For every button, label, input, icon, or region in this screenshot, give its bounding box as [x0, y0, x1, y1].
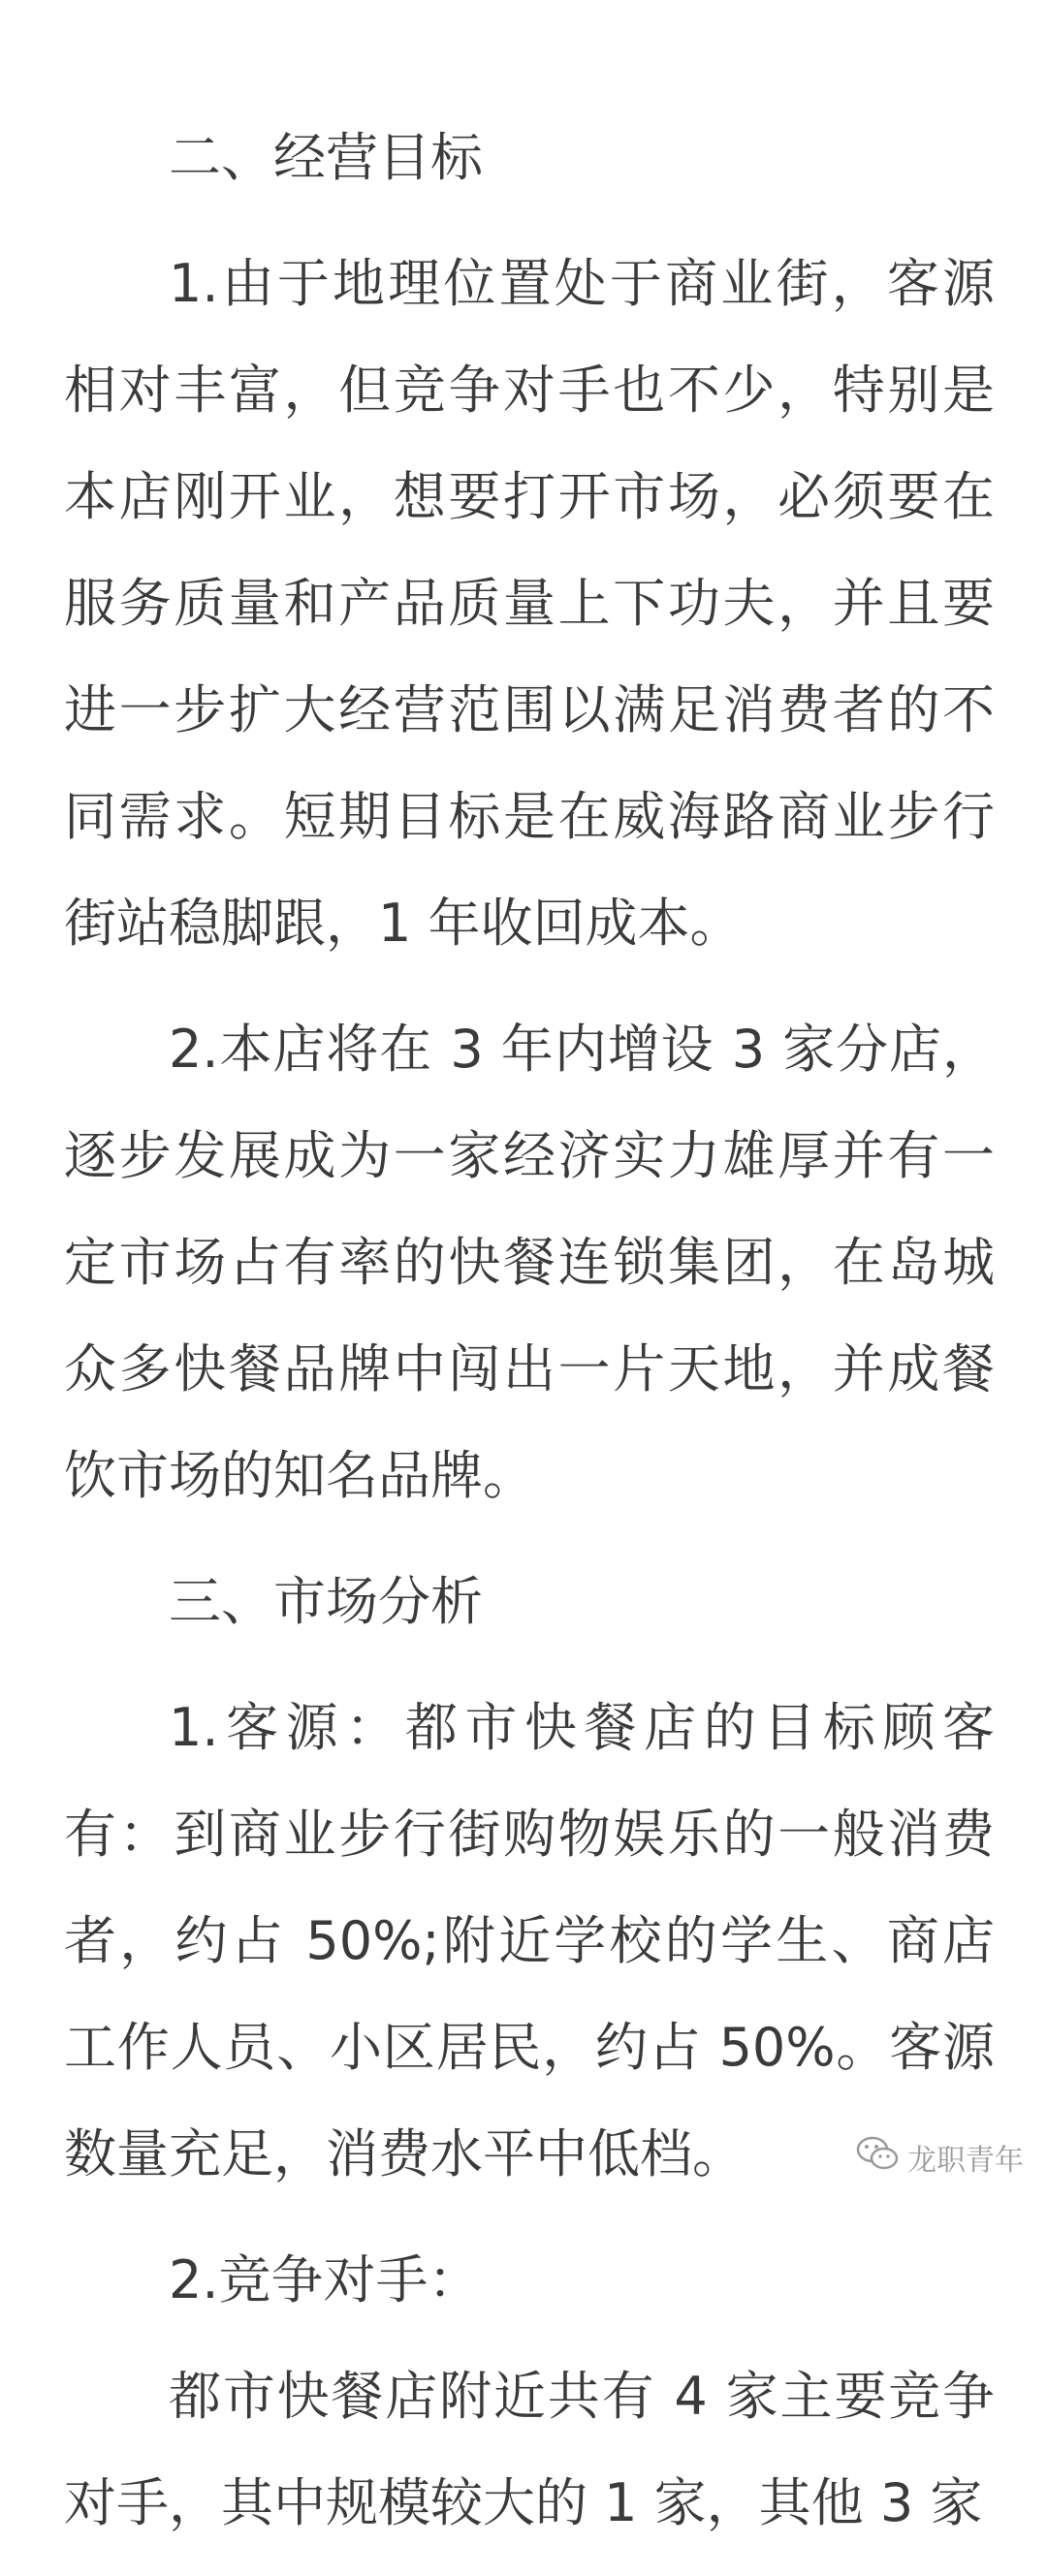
paragraph-competitors: 都市快餐店附近共有 4 家主要竞争对手，其中规模较大的 1 家，其他 3 家: [64, 2366, 995, 2533]
watermark: [849, 2132, 1030, 2183]
watermark-text: 龙职青年: [907, 2144, 1024, 2178]
paragraph-competitors-title: 2.竞争对手：: [169, 2249, 481, 2310]
section-heading-market-analysis: 三、市场分析: [169, 1571, 483, 1632]
paragraph-goal-1: 1.由于地理位置处于商业街，客源相对丰富，但竞争对手也不少，特别是本店刚开业，想要打开市场，必须要在服务质量和产品质量上下功夫，并且要进一步扩大经营范围以满足消费者的不同需求。短期目标是在威海路商业步行街站稳脚跟，1 年收回成本。: [64, 253, 995, 954]
paragraph-goal-2: 2.本店将在 3 年内增设 3 家分店，逐步发展成为一家经济实力雄厚并有一定市场占有率的快餐连锁集团，在岛城众多快餐品牌中闯出一片天地，并成餐饮市场的知名品牌。: [64, 1019, 995, 1506]
wechat-icon: [855, 2134, 900, 2181]
article-body: [64, 105, 995, 2576]
section-heading-business-goals: 二、经营目标: [169, 127, 483, 188]
paragraph-customers: 1.客源：都市快餐店的目标顾客有：到商业步行街购物娱乐的一般消费者，约占 50%;附近学校的学生、商店工作人员、小区居民，约占 50%。客源数量充足，消费水平中低档。: [64, 1697, 995, 2184]
